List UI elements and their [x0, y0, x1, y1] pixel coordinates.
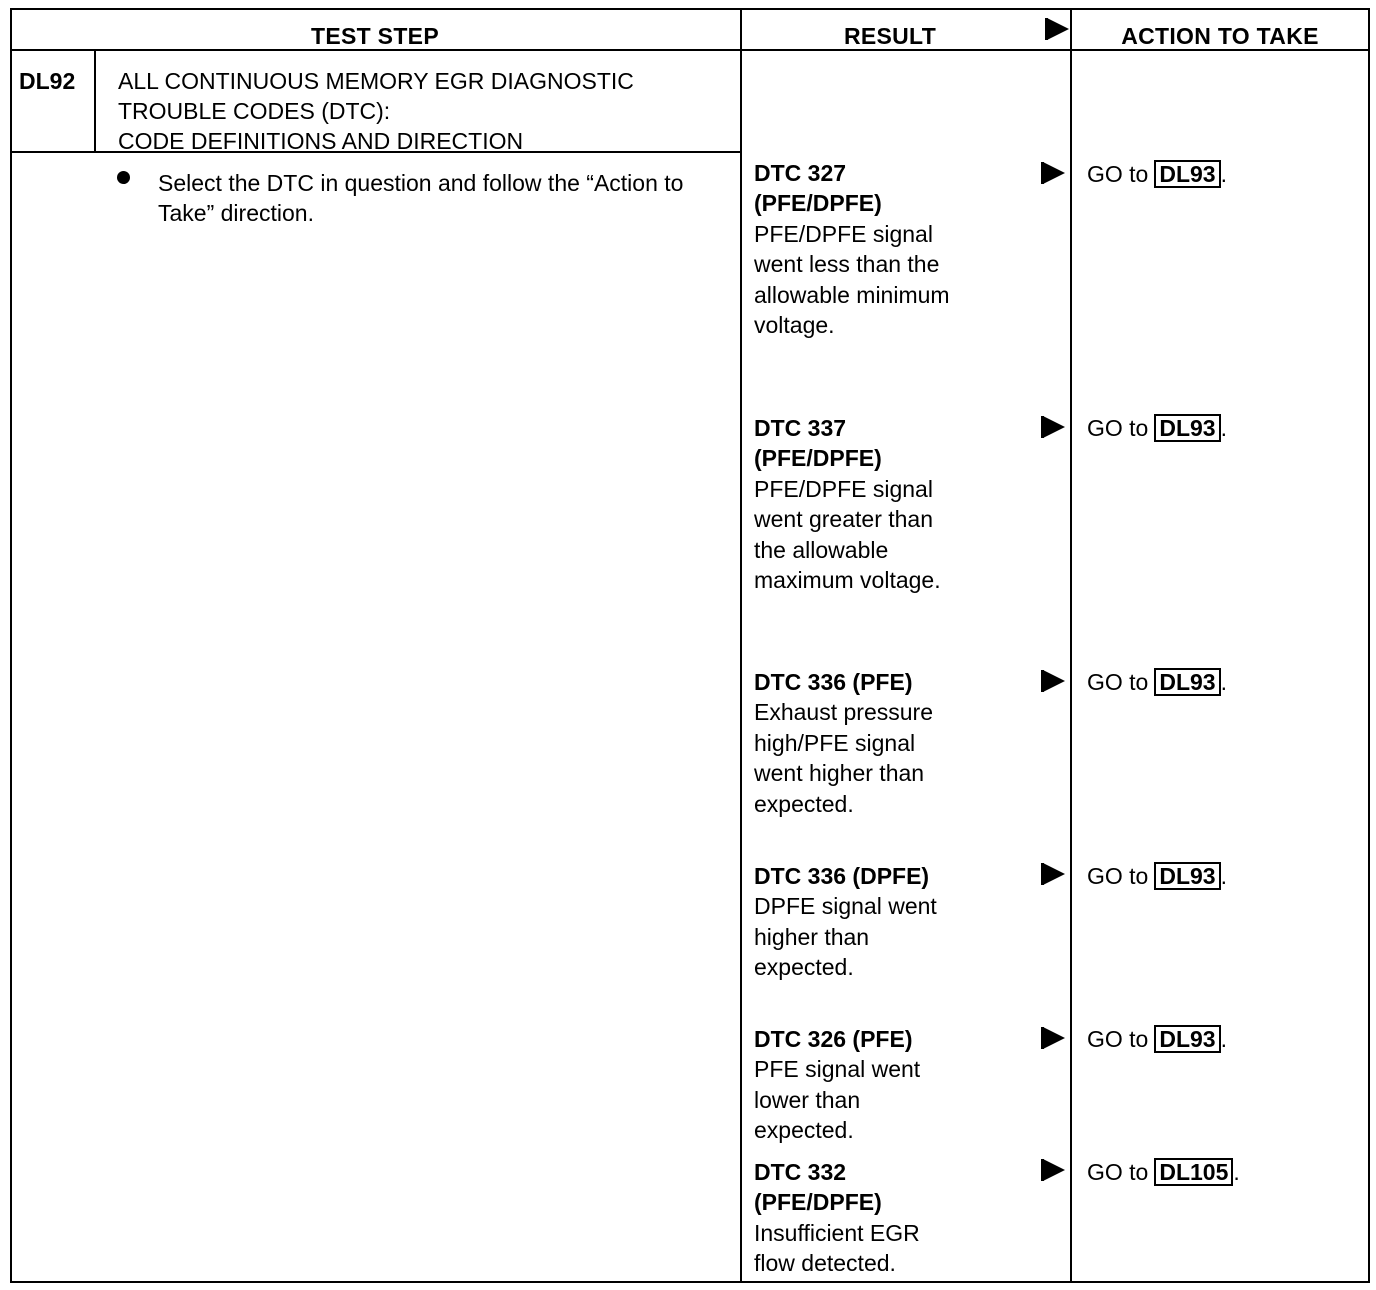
result-arrow-icon — [1043, 1027, 1065, 1049]
action-ref-link[interactable]: DL105 — [1154, 1158, 1233, 1186]
dtc-code: DTC 327 (PFE/DPFE) — [754, 160, 882, 217]
action-suffix: . — [1233, 1159, 1240, 1185]
result-item — [754, 158, 954, 340]
column-divider-action — [1070, 8, 1072, 1283]
table-border-top — [10, 8, 1370, 10]
result-arrow-icon — [1043, 670, 1065, 692]
action-suffix: . — [1220, 415, 1227, 441]
header-test-step: TEST STEP — [311, 23, 439, 49]
action-item — [1087, 861, 1227, 891]
result-arrow-icon — [1043, 863, 1065, 885]
action-item — [1087, 667, 1227, 697]
result-arrow-icon — [1043, 1159, 1065, 1181]
result-item — [754, 667, 959, 819]
dtc-description: PFE/DPFE signal went greater than the allowable maximum voltage. — [754, 475, 941, 594]
action-item — [1087, 1024, 1227, 1054]
step-id: DL92 — [19, 68, 76, 94]
action-ref-link[interactable]: DL93 — [1154, 160, 1220, 188]
result-item — [754, 1024, 954, 1146]
dtc-code: DTC 332 (PFE/DPFE) — [754, 1159, 882, 1216]
bullet-icon — [117, 171, 130, 184]
header-result: RESULT — [843, 23, 937, 49]
result-item — [754, 1157, 954, 1279]
table-border-right — [1368, 8, 1370, 1283]
action-suffix: . — [1220, 669, 1227, 695]
action-ref-link[interactable]: DL93 — [1154, 1025, 1220, 1053]
table-border-left — [10, 8, 12, 1283]
column-divider-result — [740, 8, 742, 1283]
dtc-description: DPFE signal went higher than expected. — [754, 893, 937, 981]
dtc-code: DTC 337 (PFE/DPFE) — [754, 415, 882, 472]
result-item — [754, 413, 954, 595]
action-prefix: GO to — [1087, 863, 1149, 889]
step-title — [118, 66, 634, 156]
action-item — [1087, 413, 1227, 443]
action-suffix: . — [1220, 1026, 1227, 1052]
step-instruction: Select the DTC in question and follow the “Action to Take” direction. — [158, 170, 684, 226]
dtc-description: Insufficient EGR flow detected. — [754, 1219, 920, 1277]
step-title-line: ALL CONTINUOUS MEMORY EGR DIAGNOSTIC — [118, 68, 634, 94]
step-title-line: TROUBLE CODES (DTC): — [118, 98, 391, 124]
dtc-description: PFE signal went lower than expected. — [754, 1056, 921, 1144]
action-prefix: GO to — [1087, 161, 1149, 187]
action-prefix: GO to — [1087, 1026, 1149, 1052]
dtc-code: DTC 336 (DPFE) — [754, 863, 930, 889]
diagnostic-table — [10, 8, 1370, 1284]
dtc-code: DTC 326 (PFE) — [754, 1026, 913, 1052]
dtc-code: DTC 336 (PFE) — [754, 669, 913, 695]
action-prefix: GO to — [1087, 415, 1149, 441]
action-ref-link[interactable]: DL93 — [1154, 668, 1220, 696]
header-arrow-icon — [1047, 18, 1069, 40]
result-item — [754, 861, 959, 983]
header-action: ACTION TO TAKE — [1121, 23, 1319, 49]
step-id-divider — [94, 49, 96, 152]
dtc-description: Exhaust pressure high/PFE signal went higher than expected. — [754, 699, 933, 817]
action-ref-link[interactable]: DL93 — [1154, 862, 1220, 890]
result-arrow-icon — [1043, 416, 1065, 438]
action-prefix: GO to — [1087, 669, 1149, 695]
action-item — [1087, 159, 1227, 189]
result-arrow-icon — [1043, 162, 1065, 184]
action-suffix: . — [1220, 863, 1227, 889]
dtc-description: PFE/DPFE signal went less than the allowable minimum voltage. — [754, 220, 950, 339]
action-suffix: . — [1220, 161, 1227, 187]
step-title-line: CODE DEFINITIONS AND DIRECTION — [118, 128, 524, 154]
action-item — [1087, 1157, 1240, 1187]
action-ref-link[interactable]: DL93 — [1154, 414, 1220, 442]
table-border-bottom — [10, 1281, 1370, 1283]
action-prefix: GO to — [1087, 1159, 1149, 1185]
